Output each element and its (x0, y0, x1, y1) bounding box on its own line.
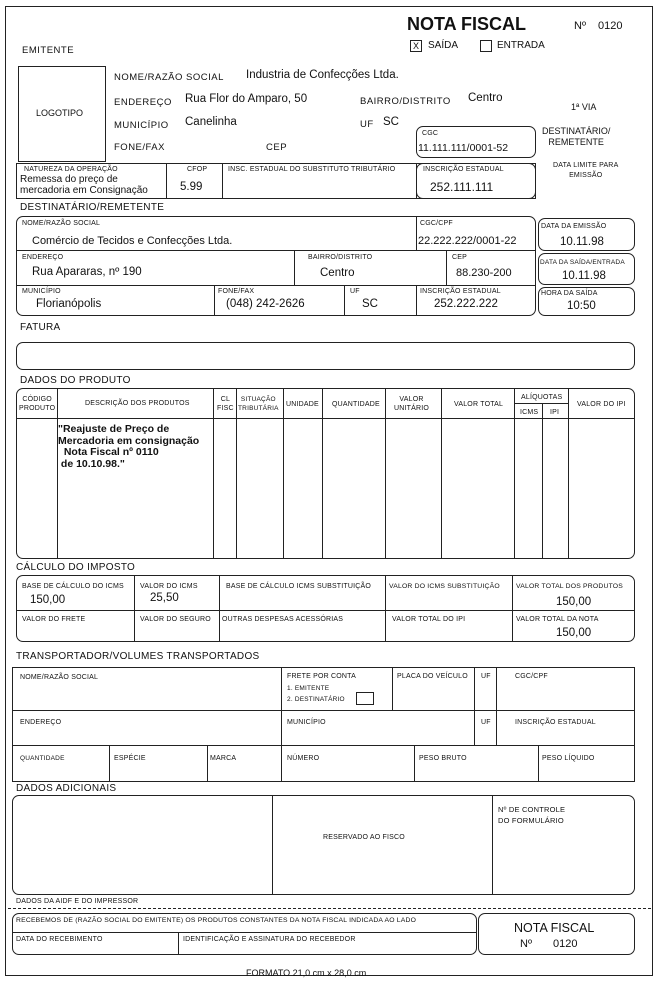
col-quantidade: QUANTIDADE (332, 401, 380, 408)
emitente-endereco: Rua Flor do Amparo, 50 (185, 93, 308, 105)
controle-formulario: Nº DE CONTROLE DO FORMULÁRIO (498, 805, 566, 825)
total-nota-value: 150,00 (556, 627, 592, 639)
ident-recebedor-label: IDENTIFICAÇÃO E ASSINATURA DO RECEBEDOR (183, 936, 356, 943)
emitente-insc: 252.111.111 (430, 180, 494, 194)
via-label: 1ª VIA (571, 102, 597, 112)
logo-text: LOGOTIPO (36, 108, 84, 118)
saida-data-value: 10.11.98 (562, 270, 606, 282)
emitente-label: EMITENTE (22, 45, 75, 56)
emitente-municipio: Canelinha (185, 116, 237, 128)
transportador-section: TRANSPORTADOR/VOLUMES TRANSPORTADOS (16, 651, 260, 662)
emitente-insc-label: INSCRIÇÃO ESTADUAL (423, 166, 504, 173)
seguro-label: VALOR DO SEGURO (140, 616, 211, 623)
valor-icms-label: VALOR DO ICMS (140, 583, 198, 590)
col-valor-unitario: VALOR UNITÁRIO (394, 396, 430, 412)
base-icms-value: 150,00 (30, 594, 66, 606)
frete-destinatario: 2. DESTINATÁRIO (287, 696, 345, 703)
col-unidade: UNIDADE (286, 401, 319, 408)
fatura-box (16, 342, 635, 370)
insc-sub-label: INSC. ESTADUAL DO SUBSTITUTO TRIBUTÁRIO (228, 166, 396, 173)
total-nota-label: VALOR TOTAL DA NOTA (516, 616, 599, 623)
dest-cgc: 22.222.222/0001-22 (418, 235, 517, 247)
aidf-impressor: DADOS DA AIDF E DO IMPRESSOR (16, 898, 139, 905)
transp-uf2-label: UF (481, 719, 491, 726)
col-ipi: IPI (550, 409, 560, 416)
dest-insc-label: INSCRIÇÃO ESTADUAL (420, 288, 501, 295)
canhoto-nota-num-label: Nº (520, 938, 532, 950)
produto-section: DADOS DO PRODUTO (20, 375, 131, 386)
destinatario-note: DESTINATÁRIO/ REMETENTE (542, 126, 611, 147)
dest-endereco: Rua Apararas, nº 190 (32, 266, 142, 278)
transp-razao-label: NOME/RAZÃO SOCIAL (20, 674, 99, 681)
especie-label: ESPÉCIE (114, 755, 146, 762)
col-cl-fisc: CL FISC (217, 396, 234, 412)
transp-municipio-label: MUNICÍPIO (287, 719, 326, 726)
emitente-endereco-label: ENDEREÇO (114, 97, 172, 108)
fatura-section: FATURA (20, 322, 61, 333)
canhoto-nota-num: 0120 (553, 938, 578, 950)
dest-fone: (048) 242-2626 (226, 298, 305, 310)
saida-checkbox[interactable]: X (410, 40, 422, 52)
emitente-cep-label: CEP (266, 142, 288, 153)
frete-emitente: 1. EMITENTE (287, 685, 330, 692)
dest-endereco-label: ENDEREÇO (22, 254, 64, 261)
total-produtos-value: 150,00 (556, 596, 592, 608)
hora-label: HORA DA SAÍDA (541, 290, 598, 297)
frete-checkbox[interactable] (356, 692, 374, 705)
dest-bairro: Centro (320, 267, 355, 279)
dest-municipio: Florianópolis (36, 298, 102, 310)
emitente-razao: Industria de Confecções Ltda. (246, 69, 399, 81)
col-aliquotas: ALÍQUOTAS (521, 394, 563, 401)
outras-label: OUTRAS DESPESAS ACESSÓRIAS (222, 616, 344, 623)
emitente-cgc: 11.111.111/0001-52 (418, 142, 509, 154)
transp-insc-label: INSCRIÇÃO ESTADUAL (515, 719, 596, 726)
peso-bruto-label: PESO BRUTO (419, 755, 467, 762)
produto-descricao: "Reajuste de Preço de Mercadoria em consignação Nota Fiscal nº 0110 de 10.10.98." (58, 423, 200, 470)
peso-liquido-label: PESO LÍQUIDO (542, 755, 595, 762)
recebemos-text: RECEBEMOS DE (RAZÃO SOCIAL DO EMITENTE) OS PRODUTOS CONSTANTES DA NOTA FISCAL INDICADA AO LADO (16, 917, 417, 924)
emissao-label: DATA DA EMISSÃO (541, 223, 607, 230)
dest-razao-label: NOME/RAZÃO SOCIAL (22, 220, 101, 227)
dest-uf: SC (362, 298, 378, 310)
dest-cep: 88.230-200 (456, 267, 512, 279)
col-valor-ipi: VALOR DO IPI (577, 401, 626, 408)
destinatario-section: DESTINATÁRIO/REMETENTE (20, 202, 165, 213)
placa-label: PLACA DO VEÍCULO (397, 673, 468, 680)
dest-insc: 252.222.222 (434, 298, 498, 310)
col-codigo: CÓDIGO PRODUTO (19, 396, 56, 412)
valor-icms-value: 25,50 (150, 592, 179, 604)
saida-label: SAÍDA (428, 40, 459, 51)
nota-number-label: Nº (574, 20, 586, 32)
saida-data-label: DATA DA SAÍDA/ENTRADA (540, 259, 625, 266)
natureza-label: NATUREZA DA OPERAÇÃO (24, 166, 118, 173)
cfop-value: 5.99 (180, 181, 203, 193)
adicionais-section: DADOS ADICIONAIS (16, 783, 117, 794)
canhoto-nota-title: NOTA FISCAL (514, 921, 595, 935)
dest-cep-label: CEP (452, 254, 467, 261)
hora-value: 10:50 (567, 300, 596, 312)
emissao-value: 10.11.98 (560, 236, 604, 248)
dest-razao: Comércio de Tecidos e Confecções Ltda. (32, 235, 233, 247)
emitente-razao-label: NOME/RAZÃO SOCIAL (114, 72, 224, 83)
dest-fone-label: FONE/FAX (218, 288, 255, 295)
entrada-label: ENTRADA (497, 40, 545, 51)
reservado-fisco: RESERVADO AO FISCO (323, 834, 405, 841)
frete-label: VALOR DO FRETE (22, 616, 86, 623)
emitente-cgc-label: CGC (422, 130, 439, 137)
col-descricao: DESCRIÇÃO DOS PRODUTOS (85, 400, 190, 407)
emitente-bairro-label: BAIRRO/DISTRITO (360, 96, 451, 107)
emitente-bairro: Centro (468, 92, 503, 104)
data-recebimento-label: DATA DO RECEBIMENTO (16, 936, 103, 943)
dest-cgc-label: CGC/CPF (420, 220, 453, 227)
transp-uf-label: UF (481, 673, 491, 680)
dest-bairro-label: BAIRRO/DISTRITO (308, 254, 373, 261)
dest-municipio-label: MUNICÍPIO (22, 288, 61, 295)
marca-label: MARCA (210, 755, 237, 762)
col-icms: ICMS (520, 409, 539, 416)
cfop-label: CFOP (187, 166, 208, 173)
ipi-total-label: VALOR TOTAL DO IPI (392, 616, 466, 623)
dest-uf-label: UF (350, 288, 360, 295)
transp-cgc-label: CGC/CPF (515, 673, 548, 680)
entrada-checkbox[interactable] (480, 40, 492, 52)
emitente-uf: SC (383, 116, 399, 128)
base-sub-label: BASE DE CÁLCULO ICMS SUBSTITUIÇÃO (226, 583, 372, 590)
base-icms-label: BASE DE CÁLCULO DO ICMS (22, 583, 124, 590)
frete-conta-label: FRETE POR CONTA (287, 673, 356, 680)
natureza-value: Remessa do preço de mercadoria em Consignação (20, 174, 148, 196)
nota-number: 0120 (598, 20, 623, 32)
valor-sub-label: VALOR DO ICMS SUBSTITUIÇÃO (389, 583, 500, 590)
data-limite-note: DATA LIMITE PARA EMISSÃO (553, 162, 619, 179)
col-valor-total: VALOR TOTAL (454, 401, 504, 408)
emitente-municipio-label: MUNICÍPIO (114, 120, 169, 131)
nota-fiscal-title: NOTA FISCAL (407, 14, 526, 34)
total-produtos-label: VALOR TOTAL DOS PRODUTOS (516, 583, 624, 590)
imposto-section: CÁLCULO DO IMPOSTO (16, 562, 136, 573)
transp-endereco-label: ENDEREÇO (20, 719, 62, 726)
emitente-uf-label: UF (360, 119, 374, 130)
numero-label: NÚMERO (287, 755, 320, 762)
quantidade-label: QUANTIDADE (20, 755, 65, 762)
col-situacao: SITUAÇÃO TRIBUTÁRIA (238, 396, 279, 412)
emitente-fone-label: FONE/FAX (114, 142, 165, 153)
formato-footer: FORMATO 21,0 cm x 28,0 cm (246, 968, 367, 978)
